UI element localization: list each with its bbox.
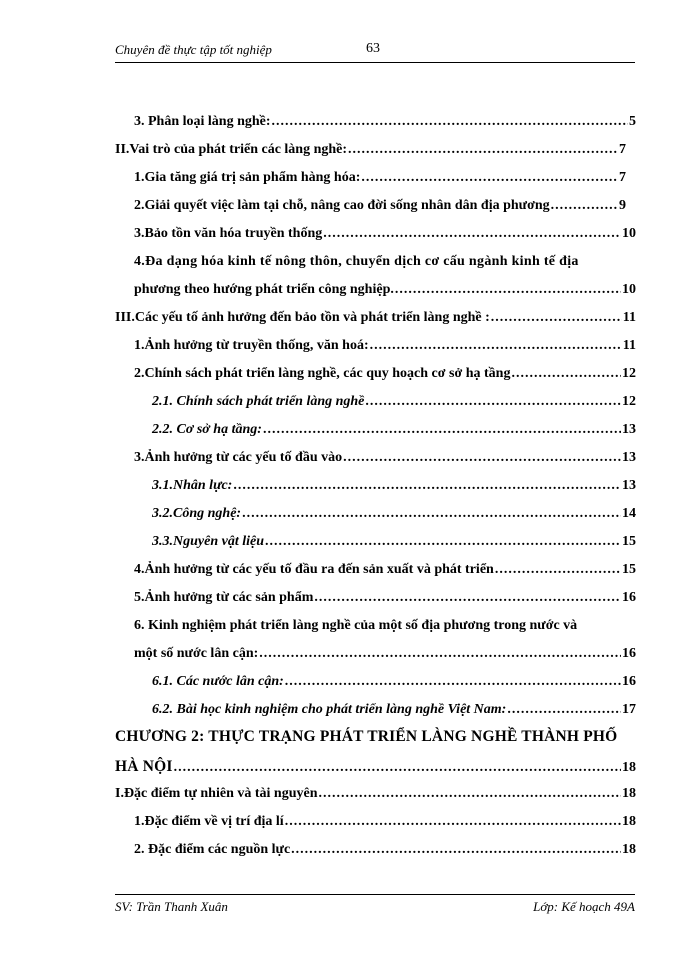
toc-entry-text: 6.2. Bài học kinh nghiệm cho phát triển làng nghề Việt Nam: (152, 702, 507, 717)
toc-entry-page: 9 (619, 198, 626, 213)
toc-entry-text: 2.Giải quyết việc làm tại chỗ, nâng cao đời sống nhân dân địa phương (134, 198, 550, 213)
toc-entry-text: III.Các yếu tố ảnh hưởng đến bảo tồn và phát triển làng nghề : (115, 310, 490, 325)
toc-entry-text: 3.3.Nguyên vật liệu (152, 534, 264, 549)
toc-entry-text: 1.Đặc điểm về vị trí địa lí (134, 814, 284, 829)
page-footer (115, 894, 635, 919)
toc-entry-page: 12 (622, 394, 636, 409)
toc-entry-page: 18 (622, 814, 636, 829)
toc-entry-page: 17 (622, 702, 636, 717)
toc-entry-text: một số nước lân cận: (134, 646, 259, 661)
toc-entry-page: 11 (622, 310, 636, 325)
toc-leader (495, 562, 621, 578)
toc-entry-page: 7 (619, 142, 626, 157)
page-header (115, 40, 635, 63)
toc-entry-text: 4.Ảnh hưởng từ các yếu tố đầu ra đến sản xuất và phát triển (134, 562, 494, 577)
toc-leader (551, 198, 618, 214)
toc-entry[interactable] (134, 842, 636, 864)
toc-leader (242, 506, 621, 522)
toc-leader (259, 646, 621, 662)
toc-entry-text: 2.Chính sách phát triển làng nghề, các quy hoạch cơ sở hạ tầng (134, 366, 511, 381)
toc-entry-page: 16 (622, 646, 636, 661)
toc-leader (314, 590, 621, 606)
toc-leader (291, 842, 621, 858)
toc-entry-text: 5.Ảnh hưởng từ các sản phẩm (134, 590, 314, 605)
toc-entry-page: 15 (622, 534, 636, 549)
toc-leader (233, 478, 621, 494)
toc-entry-page: 7 (619, 170, 626, 185)
toc-entry-page: 10 (622, 282, 636, 297)
toc-entry-page: 18 (622, 842, 636, 857)
toc-leader (318, 786, 621, 802)
toc-entry-text: 2.1. Chính sách phát triển làng nghề (152, 394, 365, 409)
toc-entry-text: 3.Ảnh hưởng từ các yếu tố đầu vào (134, 450, 343, 465)
toc-leader (285, 814, 621, 830)
toc-entry[interactable] (134, 114, 636, 136)
toc-entry[interactable] (134, 226, 636, 248)
toc-leader (272, 114, 628, 130)
toc-entry-text: 1.Ảnh hưởng từ truyền thống, văn hoá: (134, 338, 369, 353)
toc-entry[interactable] (115, 142, 626, 164)
toc-entry-text: 6. Kinh nghiệm phát triển làng nghề của một số địa phương trong nước và (134, 618, 578, 633)
toc-leader (265, 534, 621, 550)
toc-entry-text: 2. Đặc điểm các nguồn lực (134, 842, 291, 857)
toc-entry-page: 18 (622, 786, 636, 801)
toc-entry-text: 6.1. Các nước lân cận: (152, 674, 284, 689)
toc-entry-page: 14 (622, 506, 636, 521)
toc-leader (323, 226, 621, 242)
class-info: Lớp: Kế hoạch 49A (533, 899, 635, 914)
toc-entry-text: 3.1.Nhân lực: (152, 478, 233, 493)
toc-entry-page: 12 (622, 366, 636, 381)
toc-leader (285, 674, 621, 690)
toc-entry[interactable] (134, 254, 636, 276)
toc-chapter-entry[interactable] (115, 728, 636, 750)
toc-entry-text: CHƯƠNG 2: THỰC TRẠNG PHÁT TRIỂN LÀNG NGHỀ THÀNH PHỐ (115, 728, 618, 745)
toc-entry-page: 10 (622, 226, 636, 241)
toc-entry-text: 2.2. Cơ sở hạ tầng: (152, 422, 262, 437)
toc-entry-page: 5 (629, 114, 636, 129)
toc-entry-page: 11 (622, 338, 636, 353)
toc-entry-text: 3.Bảo tồn văn hóa truyền thống (134, 226, 323, 241)
toc-entry-text: I.Đặc điểm tự nhiên và tài nguyên (115, 786, 318, 801)
document-title: Chuyên đề thực tập tốt nghiệp (115, 42, 272, 57)
toc-entry-text: II.Vai trò của phát triển các làng nghề: (115, 142, 348, 157)
toc-entry[interactable] (115, 786, 636, 808)
toc-entry[interactable] (152, 394, 636, 416)
toc-entry-page: 16 (622, 674, 636, 689)
toc-entry-text: phương theo hướng phát triển công nghiệp. (134, 282, 394, 297)
toc-entry-page: 16 (622, 590, 636, 605)
toc-entry[interactable] (152, 478, 636, 500)
toc-leader (174, 760, 621, 776)
toc-entry-page: 18 (622, 760, 636, 775)
toc-entry-text: HÀ NỘI (115, 758, 173, 775)
toc-leader (370, 338, 622, 354)
toc-entry-text: 4.Đa dạng hóa kinh tế nông thôn, chuyển dịch cơ cấu ngành kinh tế địa (134, 254, 579, 269)
toc-leader (361, 170, 618, 186)
toc-leader (348, 142, 618, 158)
toc-entry[interactable] (152, 422, 636, 444)
toc-entry[interactable] (134, 170, 626, 192)
toc-entry-page: 15 (622, 562, 636, 577)
toc-entry-text: 1.Gia tăng giá trị sản phẩm hàng hóa: (134, 170, 361, 185)
toc-leader (263, 422, 621, 438)
toc-entry[interactable] (152, 702, 636, 724)
toc-leader (365, 394, 621, 410)
toc-entry-page: 13 (622, 450, 636, 465)
toc-entry[interactable] (152, 534, 636, 556)
toc-entry-page: 13 (622, 478, 636, 493)
toc-entry[interactable] (134, 562, 636, 584)
toc-entry[interactable] (134, 814, 636, 836)
author-name: SV: Trần Thanh Xuân (115, 899, 228, 914)
toc-leader (507, 702, 621, 718)
toc-entry-page: 13 (622, 422, 636, 437)
toc-leader (343, 450, 621, 466)
toc-entry[interactable] (134, 450, 636, 472)
toc-entry[interactable] (134, 618, 636, 640)
toc-entry[interactable] (152, 674, 636, 696)
toc-entry[interactable] (134, 366, 636, 388)
toc-entry[interactable] (134, 198, 626, 220)
toc-leader (395, 282, 621, 298)
page-number: 63 (366, 41, 380, 56)
toc-leader (491, 310, 622, 326)
toc-entry[interactable] (115, 310, 636, 332)
toc-entry-text: 3.2.Công nghệ: (152, 506, 242, 521)
toc-entry-text: 3. Phân loại làng nghề: (134, 114, 271, 129)
toc-entry[interactable] (134, 282, 636, 304)
toc-entry[interactable] (152, 506, 636, 528)
toc-entry[interactable] (115, 758, 636, 780)
toc-entry[interactable] (134, 338, 636, 360)
toc-leader (511, 366, 621, 382)
toc-entry[interactable] (134, 646, 636, 668)
toc-entry[interactable] (134, 590, 636, 612)
